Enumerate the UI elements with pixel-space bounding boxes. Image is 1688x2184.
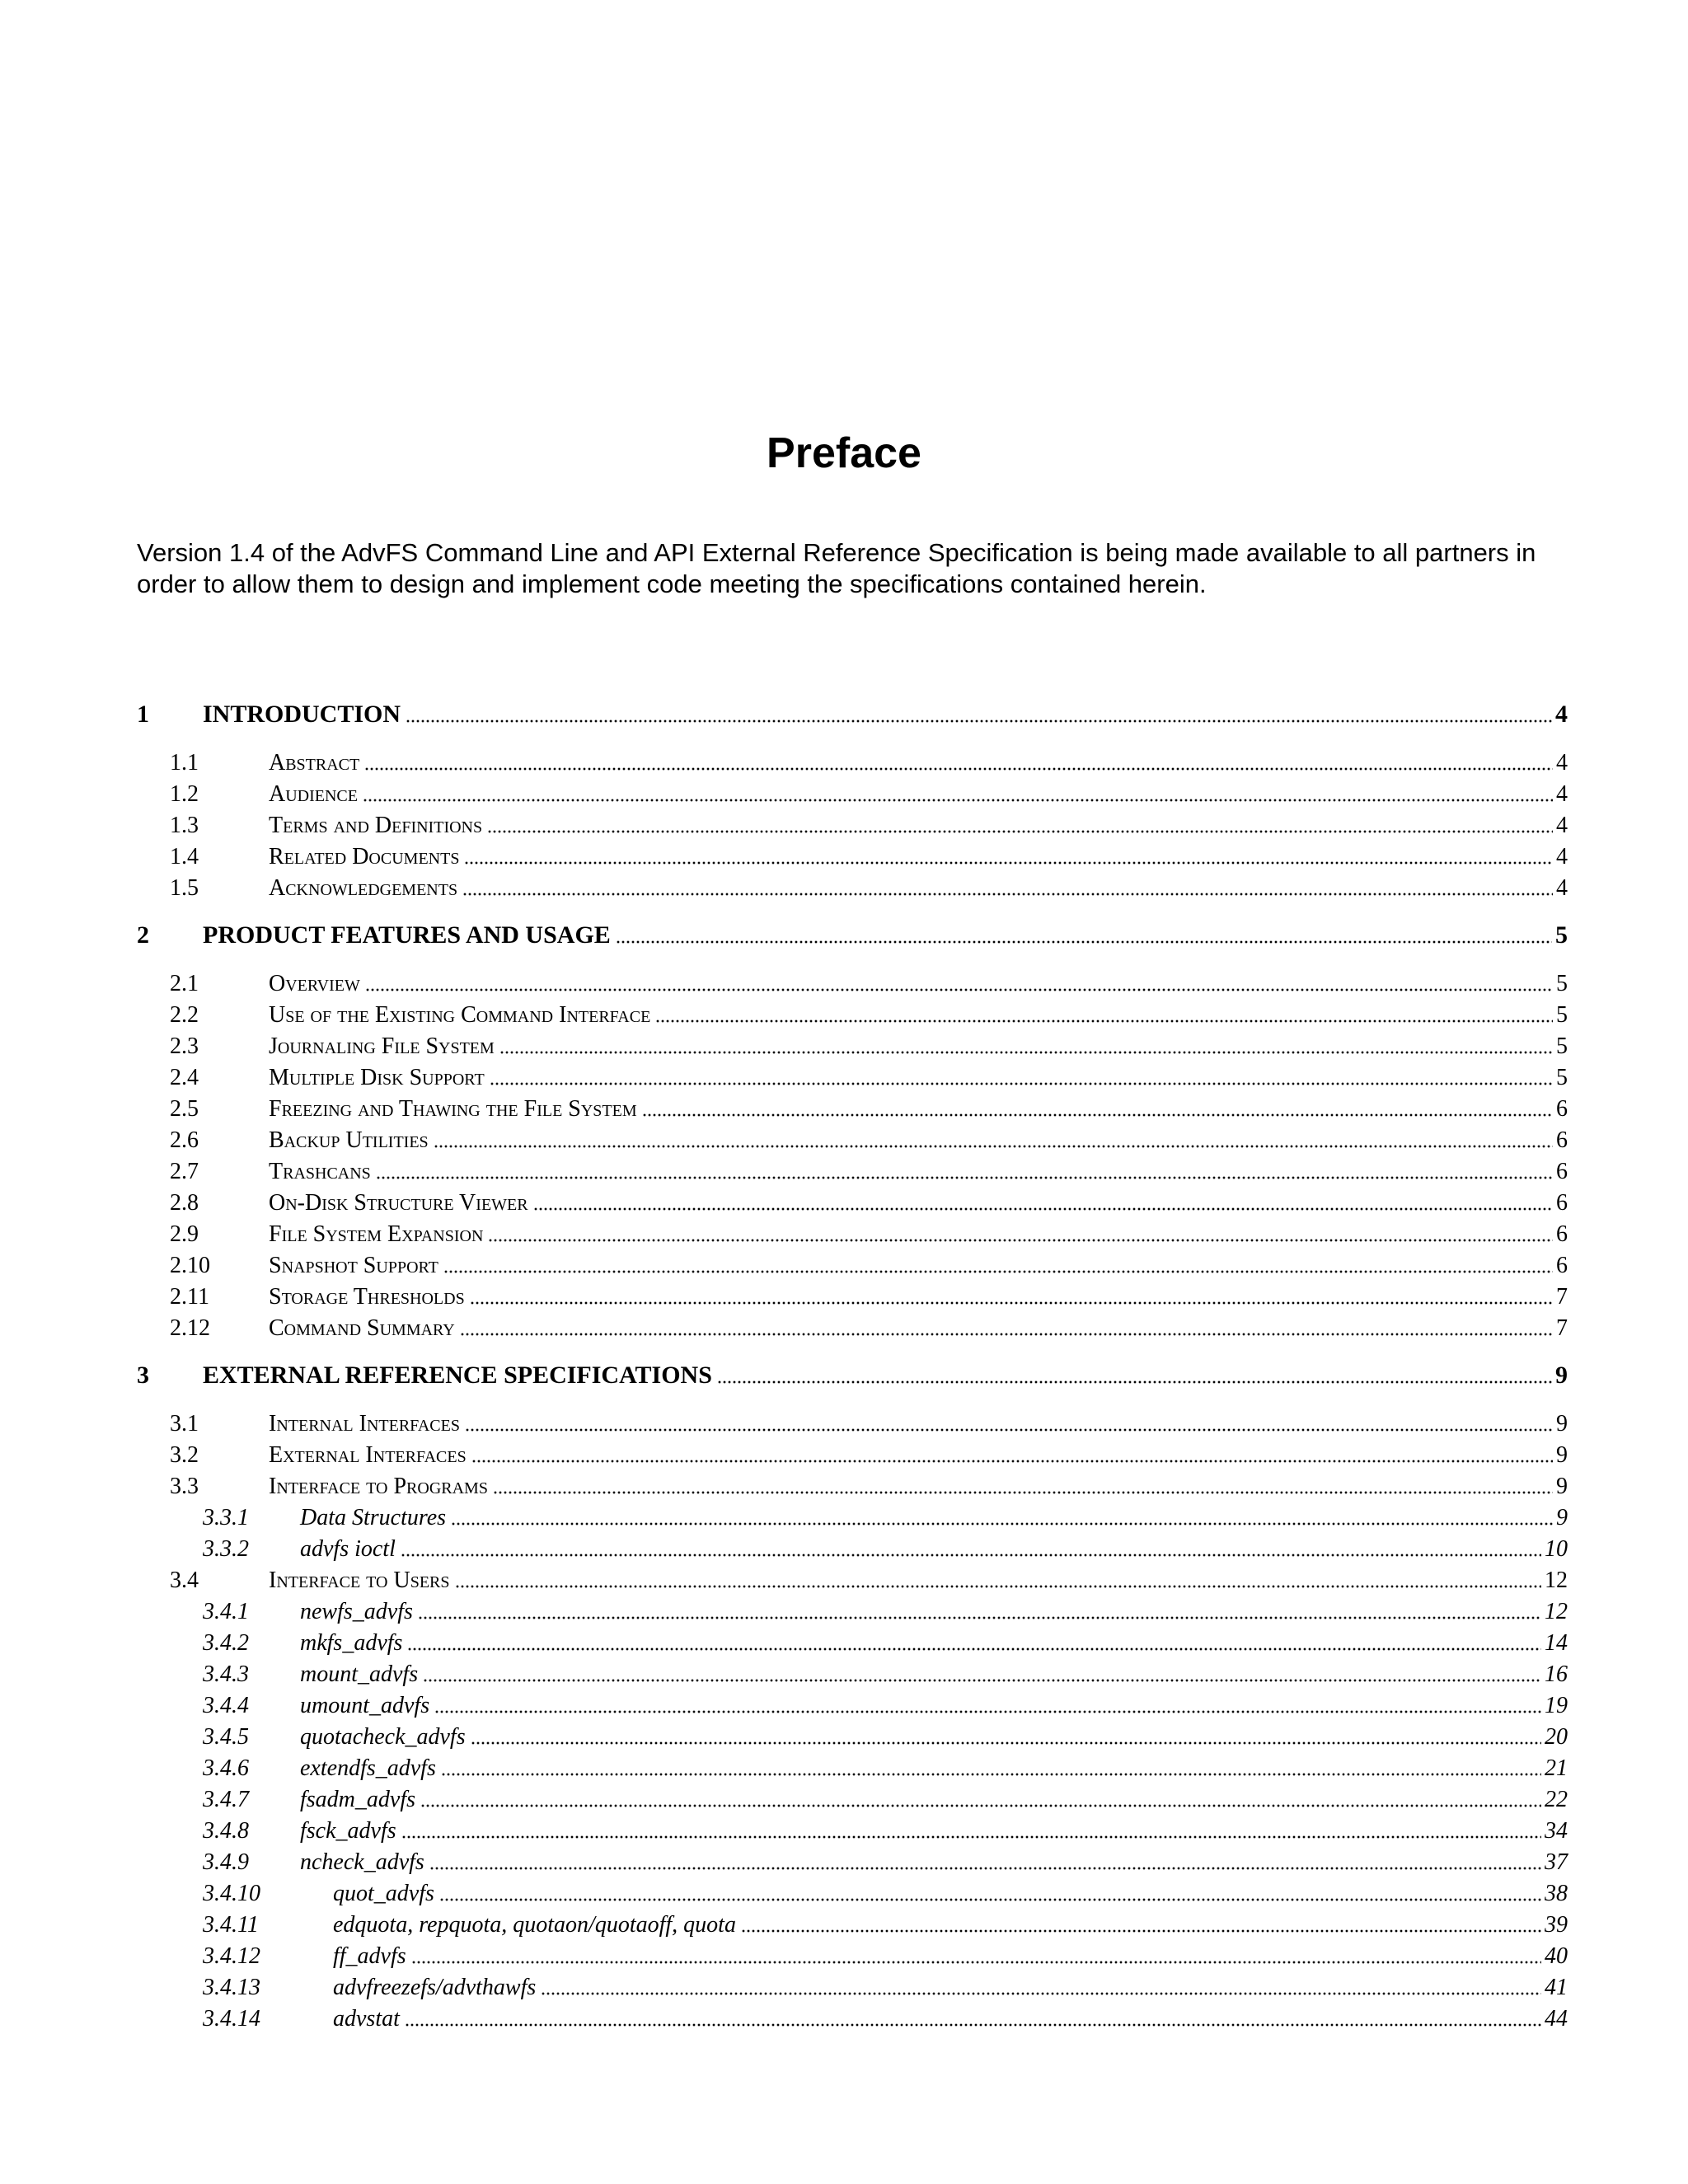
toc-entry[interactable] <box>0 1498 1688 1530</box>
toc-number: 3.3 <box>170 1474 199 1499</box>
toc-leader-dots <box>487 829 1553 834</box>
toc-label: Storage Thresholds <box>269 1284 465 1310</box>
toc-page-number: 12 <box>1545 1568 1568 1593</box>
toc-label: Related Documents <box>269 844 460 869</box>
toc-number: 3.4.6 <box>203 1755 249 1781</box>
toc-leader-dots <box>717 1380 1552 1385</box>
toc-entry[interactable] <box>0 806 1688 837</box>
toc-label: mount_advfs <box>300 1661 419 1687</box>
toc-page-number: 6 <box>1556 1127 1568 1153</box>
toc-label: Trashcans <box>269 1159 371 1184</box>
toc-page-number: 6 <box>1556 1096 1568 1122</box>
toc-entry[interactable] <box>0 1183 1688 1215</box>
toc-page-number: 9 <box>1556 1505 1568 1530</box>
toc-page-number: 5 <box>1556 971 1568 996</box>
toc-label: Journaling File System <box>269 1033 495 1059</box>
toc-entry[interactable] <box>0 1357 1688 1388</box>
toc-leader-dots <box>376 1175 1553 1180</box>
toc-number: 3.3.2 <box>203 1536 249 1562</box>
toc-leader-dots <box>488 1238 1553 1243</box>
toc-label: PRODUCT FEATURES AND USAGE <box>203 921 611 949</box>
toc-entry[interactable] <box>0 1246 1688 1277</box>
toc-entry[interactable] <box>0 1467 1688 1498</box>
toc-leader-dots <box>434 1709 1541 1714</box>
toc-entry[interactable] <box>0 869 1688 900</box>
toc-number: 3.4.2 <box>203 1630 249 1656</box>
toc-leader-dots <box>401 1835 1541 1840</box>
toc-leader-dots <box>439 1897 1541 1902</box>
toc-leader-dots <box>455 1584 1541 1589</box>
toc-label: umount_advfs <box>300 1693 430 1718</box>
toc-entry[interactable] <box>0 1999 1688 2031</box>
toc-label: quot_advfs <box>333 1881 434 1906</box>
toc-leader-dots <box>420 1803 1541 1808</box>
toc-entry[interactable] <box>0 775 1688 806</box>
toc-leader-dots <box>470 1301 1553 1305</box>
toc-leader-dots <box>471 1741 1541 1746</box>
toc-number: 3 <box>137 1361 149 1389</box>
toc-page-number: 19 <box>1545 1693 1568 1718</box>
toc-label: extendfs_advfs <box>300 1755 436 1781</box>
toc-label: EXTERNAL REFERENCE SPECIFICATIONS <box>203 1361 712 1389</box>
toc-label: File System Expansion <box>269 1221 484 1247</box>
toc-number: 2.7 <box>170 1159 199 1184</box>
toc-label: Audience <box>269 781 358 807</box>
toc-number: 2.11 <box>170 1284 209 1310</box>
toc-leader-dots <box>406 719 1552 724</box>
toc-number: 2.6 <box>170 1127 199 1153</box>
toc-number: 3.4.9 <box>203 1849 249 1875</box>
toc-entry[interactable] <box>0 1874 1688 1905</box>
toc-page-number: 4 <box>1556 875 1568 901</box>
toc-label: Freezing and Thawing the File System <box>269 1096 637 1122</box>
toc-entry[interactable] <box>0 1436 1688 1467</box>
toc-page-number: 4 <box>1555 701 1568 728</box>
toc-leader-dots <box>471 1459 1553 1464</box>
toc-entry[interactable] <box>0 1058 1688 1090</box>
toc-number: 3.4 <box>170 1568 199 1593</box>
toc-entry[interactable] <box>0 1780 1688 1811</box>
toc-entry[interactable] <box>0 1152 1688 1183</box>
toc-leader-dots <box>741 1929 1541 1933</box>
toc-number: 3.4.4 <box>203 1693 249 1718</box>
toc-leader-dots <box>411 1960 1541 1965</box>
toc-page-number: 37 <box>1545 1849 1568 1875</box>
toc-leader-dots <box>642 1113 1553 1118</box>
toc-label: INTRODUCTION <box>203 701 401 728</box>
toc-label: Internal Interfaces <box>269 1411 460 1436</box>
preface-paragraph: Version 1.4 of the AdvFS Command Line and API External Reference Specification is being made available to all partners in order to allow them to design and implement code meeting the specifications contained herein. <box>137 538 1536 598</box>
toc-page-number: 4 <box>1556 750 1568 776</box>
toc-number: 2.4 <box>170 1065 199 1090</box>
toc-page-number: 16 <box>1545 1661 1568 1687</box>
toc-leader-dots <box>533 1207 1553 1212</box>
toc-entry[interactable] <box>0 1592 1688 1624</box>
toc-number: 2.8 <box>170 1190 199 1216</box>
toc-page-number: 9 <box>1556 1474 1568 1499</box>
toc-leader-dots <box>464 860 1553 865</box>
toc-leader-dots <box>465 1427 1553 1432</box>
toc-number: 3.3.1 <box>203 1505 249 1530</box>
toc-page-number: 39 <box>1545 1912 1568 1938</box>
toc-entry[interactable] <box>0 1686 1688 1718</box>
toc-entry[interactable] <box>0 1624 1688 1655</box>
toc-label: Interface to Users <box>269 1568 450 1593</box>
toc-label: On-Disk Structure Viewer <box>269 1190 528 1216</box>
toc-entry[interactable] <box>0 1718 1688 1749</box>
toc-number: 3.4.1 <box>203 1599 249 1624</box>
toc-number: 2 <box>137 921 149 949</box>
toc-number: 2.1 <box>170 971 199 996</box>
toc-number: 2.12 <box>170 1315 210 1341</box>
toc-entry[interactable] <box>0 1090 1688 1121</box>
toc-leader-dots <box>462 892 1553 897</box>
toc-leader-dots <box>493 1490 1553 1495</box>
toc-leader-dots <box>490 1081 1553 1086</box>
toc-number: 2.3 <box>170 1033 199 1059</box>
toc-page-number: 5 <box>1556 1033 1568 1059</box>
toc-label: advfs ioctl <box>300 1536 396 1562</box>
toc-leader-dots <box>429 1866 1541 1871</box>
toc-label: newfs_advfs <box>300 1599 413 1624</box>
toc-leader-dots <box>443 1269 1553 1274</box>
toc-label: Overview <box>269 971 360 996</box>
toc-number: 3.4.13 <box>203 1975 260 2000</box>
toc-page-number: 6 <box>1556 1190 1568 1216</box>
toc-page-number: 7 <box>1556 1315 1568 1341</box>
toc-entry[interactable] <box>0 1968 1688 1999</box>
toc-leader-dots <box>441 1772 1541 1777</box>
toc-label: fsck_advfs <box>300 1818 396 1844</box>
toc-label: mkfs_advfs <box>300 1630 403 1656</box>
toc-page-number: 14 <box>1545 1630 1568 1656</box>
toc-page-number: 4 <box>1556 813 1568 838</box>
toc-number: 2.9 <box>170 1221 199 1247</box>
toc-page-number: 41 <box>1545 1975 1568 2000</box>
toc-label: Backup Utilities <box>269 1127 429 1153</box>
toc-leader-dots <box>365 987 1553 992</box>
toc-entry[interactable] <box>0 696 1688 727</box>
toc-number: 3.4.10 <box>203 1881 260 1906</box>
toc-number: 3.4.7 <box>203 1787 249 1812</box>
toc-page-number: 21 <box>1545 1755 1568 1781</box>
toc-entry[interactable] <box>0 996 1688 1027</box>
toc-entry[interactable] <box>0 1027 1688 1058</box>
toc-label: Use of the Existing Command Interface <box>269 1002 651 1028</box>
toc-leader-dots <box>405 2022 1541 2027</box>
toc-entry[interactable] <box>0 964 1688 996</box>
toc-number: 3.4.5 <box>203 1724 249 1750</box>
toc-page-number: 9 <box>1556 1442 1568 1468</box>
toc-entry[interactable] <box>0 1530 1688 1561</box>
toc-number: 3.4.11 <box>203 1912 259 1938</box>
toc-page-number: 5 <box>1556 1065 1568 1090</box>
toc-entry[interactable] <box>0 837 1688 869</box>
toc-number: 3.4.8 <box>203 1818 249 1844</box>
toc-page-number: 6 <box>1556 1253 1568 1278</box>
toc-label: advstat <box>333 2006 400 2032</box>
toc-label: Interface to Programs <box>269 1474 488 1499</box>
toc-page-number: 12 <box>1545 1599 1568 1624</box>
toc-leader-dots <box>655 1019 1553 1024</box>
toc-entry[interactable] <box>0 1655 1688 1686</box>
toc-page-number: 6 <box>1556 1159 1568 1184</box>
toc-leader-dots <box>616 940 1552 944</box>
toc-entry[interactable] <box>0 1121 1688 1152</box>
toc-leader-dots <box>434 1144 1553 1149</box>
toc-number: 1.3 <box>170 813 199 838</box>
toc-page-number: 4 <box>1556 781 1568 807</box>
toc-page-number: 20 <box>1545 1724 1568 1750</box>
toc-leader-dots <box>460 1332 1553 1337</box>
toc-page-number: 10 <box>1545 1536 1568 1562</box>
toc-label: quotacheck_advfs <box>300 1724 466 1750</box>
toc-page-number: 22 <box>1545 1787 1568 1812</box>
toc-leader-dots <box>363 798 1553 803</box>
toc-number: 3.2 <box>170 1442 199 1468</box>
toc-leader-dots <box>364 766 1553 771</box>
toc-number: 3.4.12 <box>203 1943 260 1969</box>
toc-number: 3.4.3 <box>203 1661 249 1687</box>
toc-label: advfreezefs/advthawfs <box>333 1975 537 2000</box>
toc-entry[interactable] <box>0 1937 1688 1968</box>
toc-entry[interactable] <box>0 1215 1688 1246</box>
toc-label: Multiple Disk Support <box>269 1065 485 1090</box>
toc-number: 3.1 <box>170 1411 199 1436</box>
toc-label: External Interfaces <box>269 1442 467 1468</box>
toc-leader-dots <box>418 1615 1541 1620</box>
toc-page-number: 7 <box>1556 1284 1568 1310</box>
toc-entry[interactable] <box>0 1843 1688 1874</box>
toc-label: edquota, repquota, quotaon/quotaoff, quota <box>333 1912 736 1938</box>
toc-number: 2.5 <box>170 1096 199 1122</box>
toc-entry[interactable] <box>0 1561 1688 1592</box>
toc-label: Data Structures <box>300 1505 447 1530</box>
toc-entry[interactable] <box>0 1811 1688 1843</box>
toc-page-number: 34 <box>1545 1818 1568 1844</box>
toc-entry[interactable] <box>0 1749 1688 1780</box>
toc-page-number: 4 <box>1556 844 1568 869</box>
toc-page-number: 38 <box>1545 1881 1568 1906</box>
toc-number: 3.4.14 <box>203 2006 260 2032</box>
toc-label: Command Summary <box>269 1315 455 1341</box>
toc-label: fsadm_advfs <box>300 1787 415 1812</box>
toc-leader-dots <box>499 1050 1553 1055</box>
toc-number: 1.4 <box>170 844 199 869</box>
toc-number: 1.2 <box>170 781 199 807</box>
toc-leader-dots <box>541 1991 1541 1996</box>
toc-page-number: 6 <box>1556 1221 1568 1247</box>
toc-page-number: 5 <box>1556 1002 1568 1028</box>
toc-entry[interactable] <box>0 1905 1688 1937</box>
toc-number: 2.2 <box>170 1002 199 1028</box>
toc-page-number: 9 <box>1555 1361 1568 1389</box>
toc-label: ff_advfs <box>333 1943 406 1969</box>
toc-entry[interactable] <box>0 1277 1688 1309</box>
toc-label: Snapshot Support <box>269 1253 438 1278</box>
toc-number: 1 <box>137 701 149 728</box>
toc-entry[interactable] <box>0 1404 1688 1436</box>
toc-page-number: 5 <box>1555 921 1568 949</box>
toc-entry[interactable] <box>0 916 1688 948</box>
toc-leader-dots <box>407 1647 1541 1652</box>
toc-label: Terms and Definitions <box>269 813 483 838</box>
toc-leader-dots <box>423 1678 1541 1683</box>
page-title: Preface <box>767 429 921 477</box>
toc-page-number: 40 <box>1545 1943 1568 1969</box>
toc-page-number: 44 <box>1545 2006 1568 2032</box>
toc-page-number: 9 <box>1556 1411 1568 1436</box>
toc-number: 1.5 <box>170 875 199 901</box>
toc-entry[interactable] <box>0 743 1688 775</box>
toc-label: Abstract <box>269 750 360 776</box>
toc-entry[interactable] <box>0 1309 1688 1340</box>
toc-number: 1.1 <box>170 750 199 776</box>
toc-leader-dots <box>451 1521 1553 1526</box>
toc-label: ncheck_advfs <box>300 1849 424 1875</box>
toc-number: 2.10 <box>170 1253 210 1278</box>
toc-label: Acknowledgements <box>269 875 458 901</box>
toc-leader-dots <box>401 1553 1541 1558</box>
